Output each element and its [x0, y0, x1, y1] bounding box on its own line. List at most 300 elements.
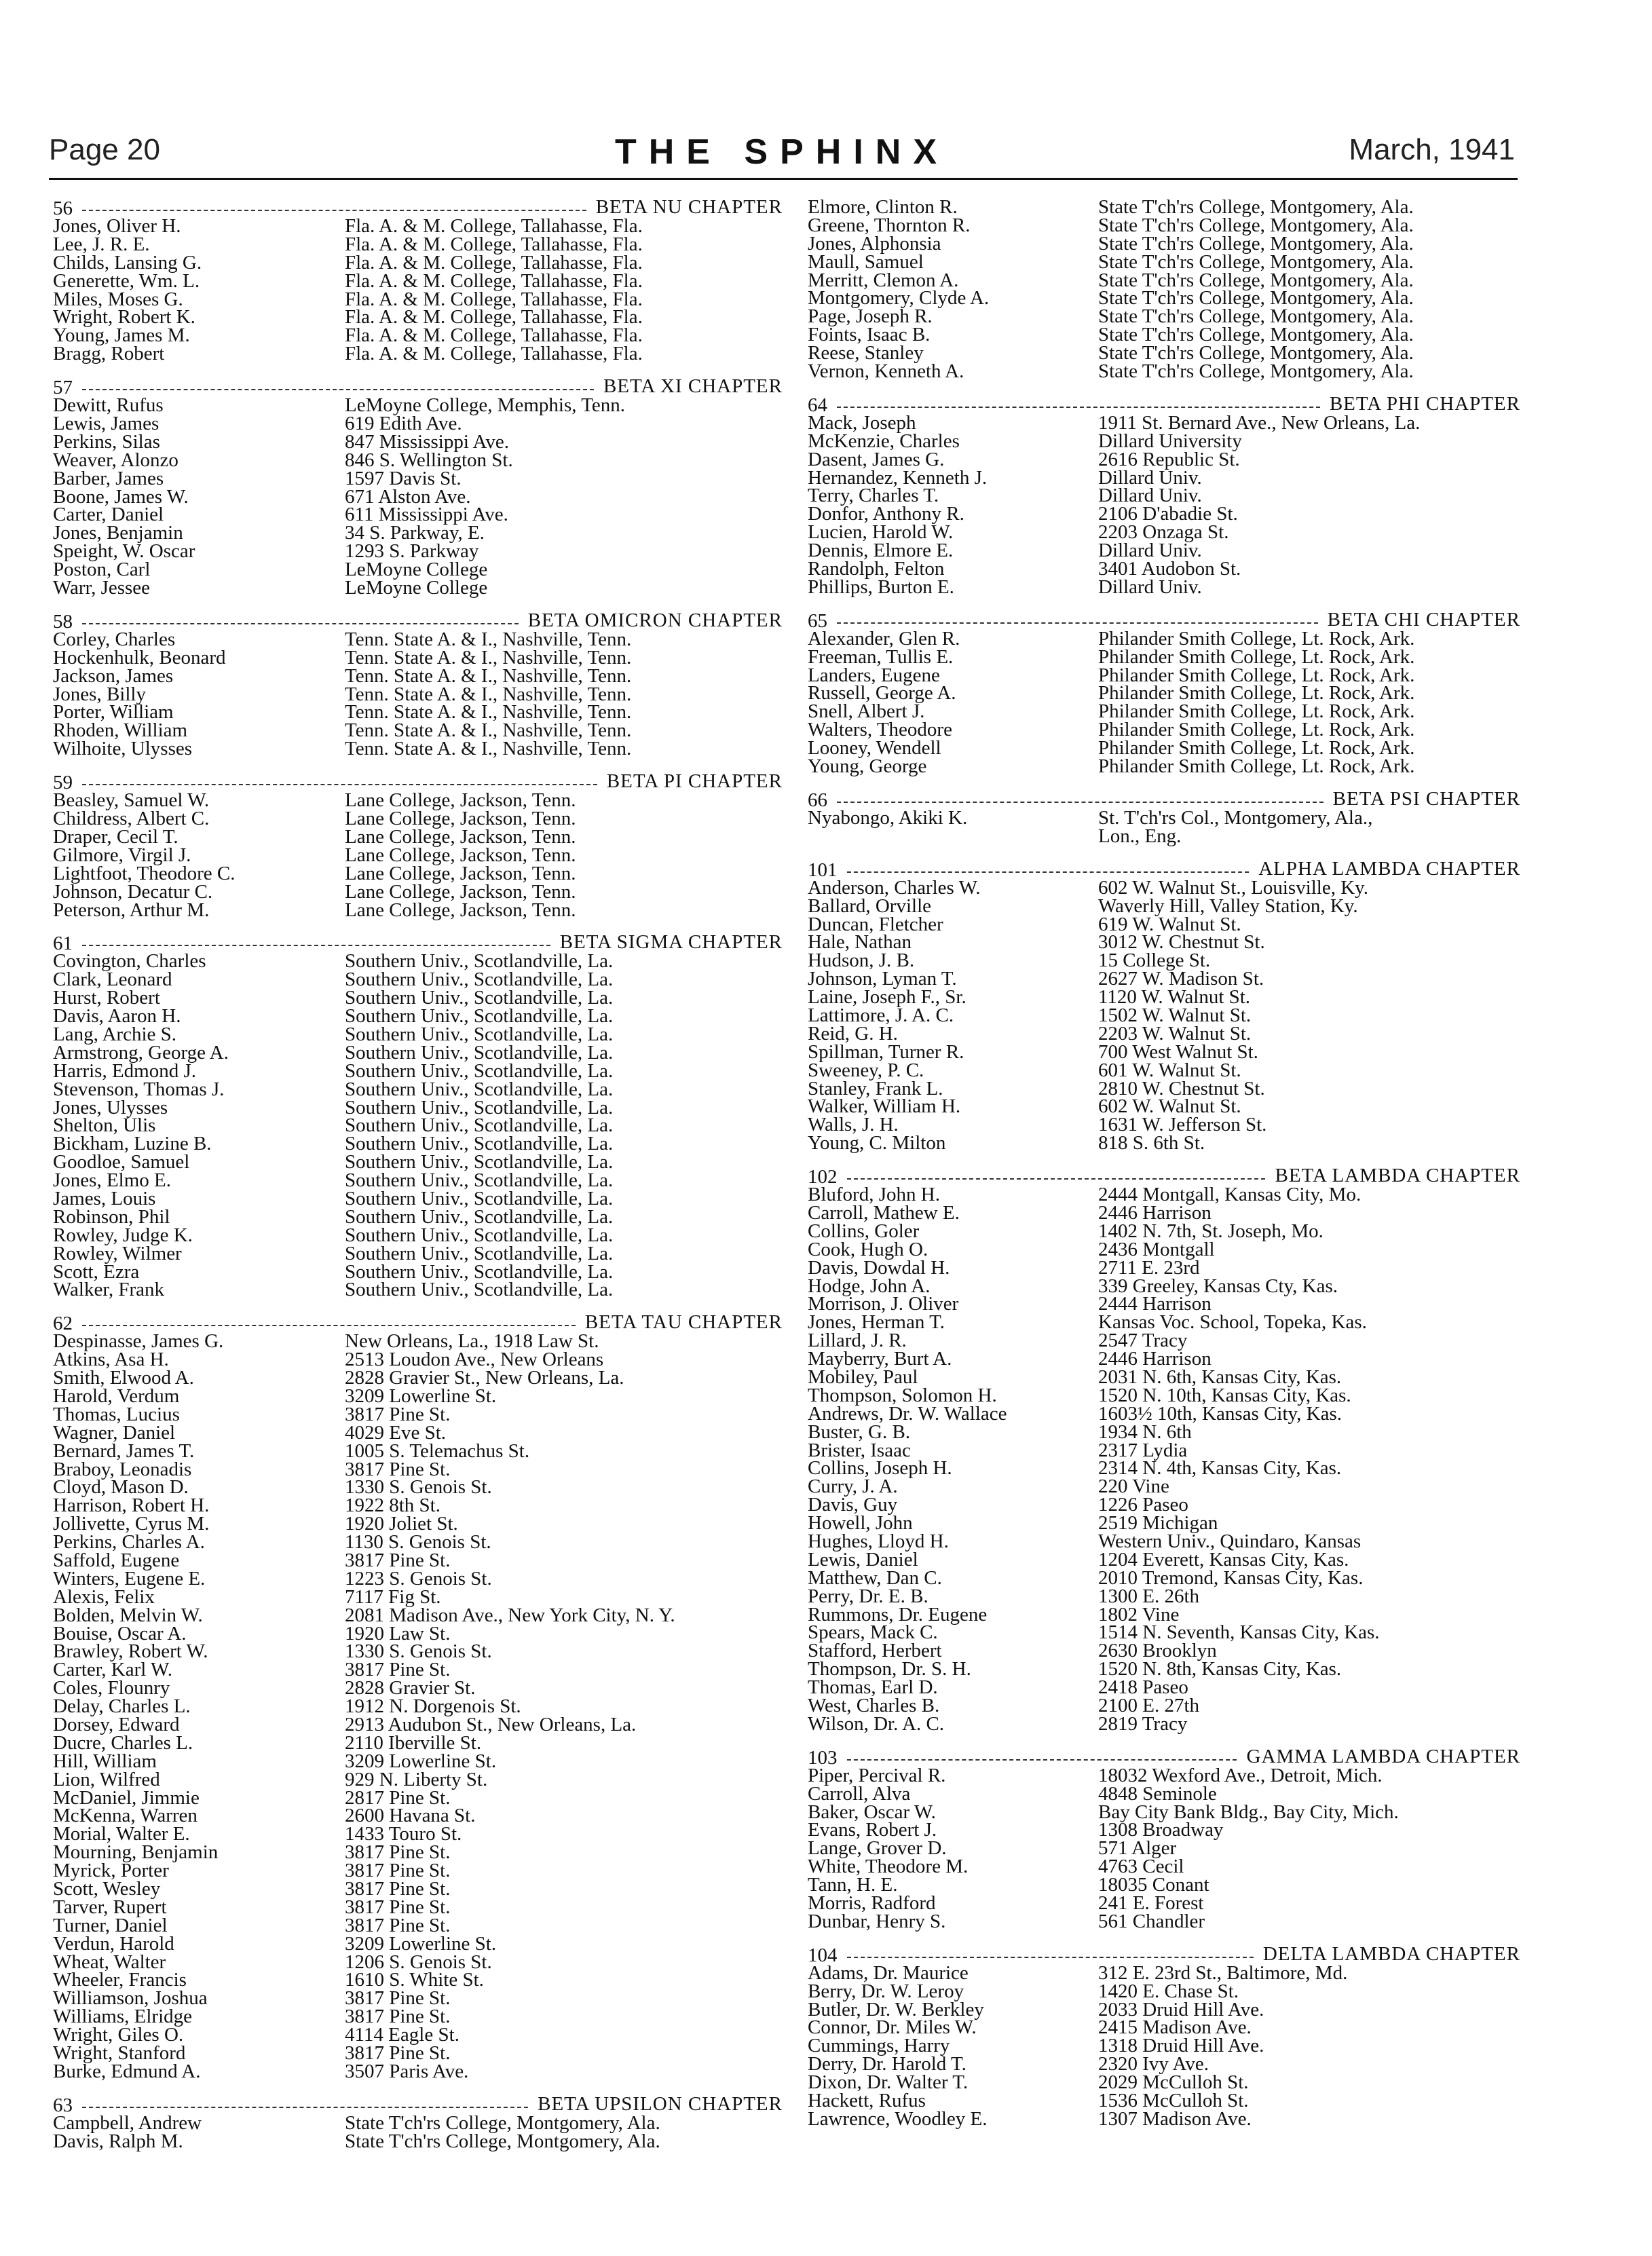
member-row	[808, 198, 1520, 217]
member-name: Morrison, J. Oliver	[808, 1293, 959, 1315]
member-name: Merritt, Clemon A.	[808, 269, 959, 291]
chapter-heading	[808, 608, 1520, 632]
member-address: Southern Univ., Scotlandville, La.	[345, 1041, 614, 1064]
member-address: Southern Univ., Scotlandville, La.	[345, 1279, 614, 1301]
member-address: 1433 Touro St.	[345, 1823, 462, 1845]
member-address: 1597 Davis St.	[345, 467, 462, 489]
member-address: 3817 Pine St.	[345, 1987, 451, 2010]
member-name: Wright, Giles O.	[53, 2024, 184, 2046]
member-name: Tarver, Rupert	[53, 1896, 167, 1918]
member-row	[53, 524, 783, 542]
member-name: Reid, G. H.	[808, 1022, 898, 1045]
member-name: Delay, Charles L.	[53, 1695, 191, 1718]
member-row	[808, 1186, 1520, 1204]
member-name: Mobiley, Paul	[808, 1366, 918, 1388]
member-address: Southern Univ., Scotlandville, La.	[345, 1151, 614, 1173]
member-row	[808, 684, 1520, 702]
member-name: Rummons, Dr. Eugene	[808, 1603, 988, 1625]
member-name: Dewitt, Rufus	[53, 394, 164, 417]
member-address: 2616 Republic St.	[1098, 448, 1240, 470]
member-name: Greene, Thornton R.	[808, 214, 971, 236]
member-name: Young, George	[808, 755, 927, 778]
member-row	[808, 1134, 1520, 1152]
member-address: 1420 E. Chase St.	[1098, 1980, 1239, 2002]
member-address: Lane College, Jackson, Tenn.	[345, 880, 576, 903]
member-name: Jones, Elmo E.	[53, 1169, 171, 1192]
member-row	[53, 451, 783, 470]
member-row	[808, 1764, 1520, 1786]
member-row	[53, 646, 783, 669]
leader-dashes	[847, 1759, 1237, 1761]
member-row	[808, 1587, 1520, 1606]
member-name: Perry, Dr. E. B.	[808, 1585, 928, 1607]
member-row	[808, 2037, 1520, 2055]
member-address: 2033 Druid Hill Ave.	[1098, 1998, 1264, 2020]
member-address: 34 S. Parkway, E.	[345, 522, 485, 544]
member-name: Harrison, Robert H.	[53, 1494, 210, 1517]
member-name: Cummings, Harry	[808, 2035, 950, 2057]
member-name: Goodloe, Samuel	[53, 1151, 190, 1173]
member-name: Brister, Isaac	[808, 1439, 911, 1461]
member-name: Cook, Hugh O.	[808, 1238, 928, 1260]
member-name: Jones, Ulysses	[53, 1096, 168, 1118]
member-name: Hodge, John A.	[808, 1275, 931, 1297]
member-address: 3507 Paris Ave.	[345, 2060, 469, 2082]
member-name: Wright, Robert K.	[53, 306, 195, 328]
member-name: Poston, Carl	[53, 559, 151, 581]
member-row	[808, 1256, 1520, 1279]
member-name: Coles, Flounry	[53, 1677, 170, 1699]
member-address: 619 Edith Ave.	[345, 413, 462, 435]
member-name: Walker, William H.	[808, 1095, 961, 1118]
member-address: 4114 Eagle St.	[345, 2024, 459, 2046]
member-name: Carroll, Mathew E.	[808, 1201, 960, 1224]
member-address: 2320 Ivy Ave.	[1098, 2053, 1209, 2075]
member-address: State T'ch'rs College, Montgomery, Ala.	[1098, 269, 1414, 291]
member-row	[808, 1910, 1520, 1932]
member-name: Gilmore, Virgil J.	[53, 844, 191, 866]
member-name: Stanley, Frank L.	[808, 1077, 943, 1099]
member-address: 4848 Seminole	[1098, 1782, 1217, 1805]
member-address: 1318 Druid Hill Ave.	[1098, 2035, 1264, 2057]
member-name: Williams, Elridge	[53, 2006, 193, 2028]
member-row	[53, 326, 783, 345]
member-address: 1206 S. Genois St.	[345, 1951, 492, 1973]
member-address: State T'ch'rs College, Montgomery, Ala.	[1098, 360, 1414, 383]
member-row	[53, 579, 783, 597]
member-address: 1502 W. Walnut St.	[1098, 1004, 1252, 1026]
page-number: Page 20	[49, 133, 160, 166]
member-row	[808, 1423, 1520, 1442]
member-address: 2203 Onzaga St.	[1098, 521, 1229, 544]
member-name: Scott, Wesley	[53, 1878, 161, 1900]
member-address: Lane College, Jackson, Tenn.	[345, 899, 576, 921]
chapter-section	[808, 198, 1520, 381]
member-address: 4029 Eve St.	[345, 1421, 447, 1444]
member-row	[53, 251, 783, 274]
member-row	[53, 1351, 783, 1369]
member-address: 619 W. Walnut St.	[1098, 913, 1241, 935]
member-name: Davis, Dowdal H.	[808, 1256, 950, 1279]
chapter-name: BETA SIGMA CHAPTER	[559, 931, 783, 954]
member-address: 1330 S. Genois St.	[345, 1640, 492, 1663]
member-row	[808, 505, 1520, 523]
member-address: Bay City Bank Bldg., Bay City, Mich.	[1098, 1801, 1399, 1823]
member-address: 2446 Harrison	[1098, 1201, 1212, 1224]
member-row	[808, 1642, 1520, 1660]
member-row	[53, 1205, 783, 1228]
member-row	[808, 988, 1520, 1007]
member-address: 2600 Havana St.	[345, 1805, 476, 1827]
member-address: Southern Univ., Scotlandville, La.	[345, 1059, 614, 1082]
member-row	[53, 2026, 783, 2044]
member-address: 1005 S. Telemachus St.	[345, 1440, 530, 1462]
member-address: Lon., Eng.	[1098, 825, 1182, 847]
member-row	[53, 1989, 783, 2008]
member-row	[808, 1459, 1520, 1478]
member-address: 2547 Tracy	[1098, 1330, 1188, 1352]
member-address: State T'ch'rs College, Montgomery, Ala.	[1098, 232, 1414, 255]
leader-dashes	[837, 622, 1318, 624]
member-address: 1226 Paseo	[1098, 1494, 1188, 1516]
chapter-section	[808, 787, 1520, 847]
member-row	[808, 952, 1520, 970]
member-address: 1934 N. 6th	[1098, 1421, 1192, 1443]
member-name: Connor, Dr. Miles W.	[808, 2016, 977, 2039]
member-address: 1402 N. 7th, St. Joseph, Mo.	[1098, 1220, 1324, 1242]
member-address: 2817 Pine St.	[345, 1786, 451, 1809]
member-row	[53, 1898, 783, 1917]
member-row	[53, 989, 783, 1007]
member-name: Looney, Wendell	[808, 737, 941, 759]
member-name: Bolden, Melvin W.	[53, 1604, 203, 1626]
member-row	[808, 250, 1520, 273]
member-address: 1293 S. Parkway	[345, 540, 479, 563]
member-name: Clark, Leonard	[53, 969, 172, 991]
member-row	[808, 739, 1520, 757]
member-address: 3817 Pine St.	[345, 1841, 451, 1864]
chapter-number: 104	[808, 1944, 838, 1966]
member-row	[808, 411, 1520, 434]
member-address: Southern Univ., Scotlandville, La.	[345, 969, 614, 991]
member-name: Lewis, Daniel	[808, 1548, 918, 1571]
member-name: Lang, Archie S.	[53, 1023, 177, 1045]
member-name: Campbell, Andrew	[53, 2111, 202, 2134]
member-name: Armstrong, George A.	[53, 1041, 229, 1064]
member-row	[808, 1782, 1520, 1805]
member-name: Ducre, Charles L.	[53, 1731, 193, 1754]
member-address: 929 N. Liberty St.	[345, 1768, 488, 1790]
member-row	[808, 2092, 1520, 2110]
member-name: Young, James M.	[53, 324, 190, 347]
member-name: James, Louis	[53, 1187, 156, 1209]
header-rule	[49, 178, 1518, 180]
member-name: Walters, Theodore	[808, 719, 952, 741]
member-row	[53, 628, 783, 650]
member-address: State T'ch'rs College, Montgomery, Ala.	[1098, 287, 1414, 309]
member-name: Tann, H. E.	[808, 1874, 898, 1896]
chapter-name: GAMMA LAMBDA CHAPTER	[1246, 1745, 1520, 1767]
member-row	[808, 1439, 1520, 1461]
member-address: 2513 Loudon Ave., New Orleans	[345, 1349, 604, 1371]
member-address: 847 Mississippi Ave.	[345, 430, 509, 453]
member-name: Walls, J. H.	[808, 1114, 899, 1136]
member-row	[53, 1171, 783, 1190]
member-name: Howell, John	[808, 1512, 913, 1535]
member-name: Matthew, Dan C.	[808, 1566, 942, 1589]
member-name: Davis, Guy	[808, 1494, 898, 1516]
member-name: Dennis, Elmore E.	[808, 540, 954, 562]
member-name: Duncan, Fletcher	[808, 913, 943, 935]
member-name: Jones, Benjamin	[53, 522, 183, 544]
member-row	[808, 876, 1520, 899]
member-address: Lane College, Jackson, Tenn.	[345, 862, 576, 884]
member-row	[53, 1752, 783, 1771]
member-name: Lattimore, J. A. C.	[808, 1004, 954, 1026]
member-address: Waverly Hill, Valley Station, Ky.	[1098, 895, 1358, 917]
member-address: Western Univ., Quindaro, Kansas	[1098, 1530, 1362, 1552]
member-row	[808, 1368, 1520, 1387]
member-address: 602 W. Walnut St.	[1098, 1095, 1241, 1118]
member-name: Phillips, Burton E.	[808, 576, 954, 598]
member-name: Carter, Daniel	[53, 504, 164, 526]
member-name: Evans, Robert J.	[808, 1819, 937, 1841]
member-address: Fla. A. & M. College, Tallahasse, Fla.	[345, 343, 643, 365]
member-row	[808, 757, 1520, 776]
member-name: Hackett, Rufus	[808, 2090, 926, 2112]
chapter-heading	[53, 2092, 783, 2116]
member-name: Andrews, Dr. W. Wallace	[808, 1402, 1007, 1425]
chapter-heading	[53, 770, 783, 794]
member-name: Williamson, Joshua	[53, 1987, 208, 2010]
member-row	[53, 430, 783, 453]
member-row	[808, 326, 1520, 344]
left-column	[53, 198, 783, 2165]
member-name: Dasent, James G.	[808, 448, 945, 470]
member-address: 2446 Harrison	[1098, 1348, 1212, 1370]
member-address: 2711 E. 23rd	[1098, 1256, 1200, 1279]
member-row	[808, 432, 1520, 451]
leader-dashes	[837, 802, 1324, 803]
member-address: 2819 Tracy	[1098, 1712, 1188, 1735]
member-name: Dunbar, Henry S.	[808, 1910, 946, 1932]
member-name: Curry, J. A.	[808, 1475, 898, 1498]
member-address: 561 Chandler	[1098, 1910, 1205, 1932]
member-row	[808, 1894, 1520, 1913]
page-header	[49, 133, 1515, 181]
member-address: Philander Smith College, Lt. Rock, Ark.	[1098, 645, 1415, 668]
member-row	[53, 1153, 783, 1171]
member-name: Smith, Elwood A.	[53, 1367, 194, 1389]
member-address: 18032 Wexford Ave., Detroit, Mich.	[1098, 1764, 1383, 1786]
member-row	[808, 702, 1520, 721]
member-row	[53, 1622, 783, 1644]
member-address: 1610 S. White St.	[345, 1969, 484, 1991]
chapter-heading	[808, 1942, 1520, 1966]
chapter-name: BETA LAMBDA CHAPTER	[1275, 1165, 1520, 1187]
member-address: State T'ch'rs College, Montgomery, Ala.	[1098, 324, 1414, 346]
member-address: 1536 McCulloh St.	[1098, 2090, 1249, 2112]
member-address: 846 S. Wellington St.	[345, 449, 513, 471]
chapter-section	[808, 608, 1520, 778]
member-address: 2317 Lydia	[1098, 1439, 1188, 1461]
member-address: 2627 W. Madison St.	[1098, 968, 1264, 990]
member-name: Lillard, J. R.	[808, 1330, 907, 1352]
member-address: Philander Smith College, Lt. Rock, Ark.	[1098, 664, 1415, 686]
member-address: Lane College, Jackson, Tenn.	[345, 825, 576, 848]
member-address: 1130 S. Genois St.	[345, 1531, 491, 1554]
member-row	[53, 862, 783, 884]
member-name: Lawrence, Woodley E.	[808, 2107, 988, 2130]
member-address: Tenn. State A. & I., Nashville, Tenn.	[345, 646, 632, 669]
member-name: Lion, Wilfred	[53, 1768, 160, 1790]
chapter-section	[53, 2092, 783, 2152]
member-address: 1308 Broadway	[1098, 1819, 1224, 1841]
chapter-name: BETA PI CHAPTER	[606, 770, 783, 793]
chapter-name: BETA PSI CHAPTER	[1332, 787, 1520, 810]
member-row	[53, 1585, 783, 1608]
member-address: 1920 Joliet St.	[345, 1513, 458, 1535]
member-name: Mack, Joseph	[808, 411, 916, 434]
member-row	[808, 1660, 1520, 1678]
chapter-section	[808, 1167, 1520, 1733]
member-name: Donfor, Anthony R.	[808, 503, 964, 525]
member-address: State T'ch'rs College, Montgomery, Ala.	[1098, 305, 1414, 328]
member-name: Lange, Grover D.	[808, 1837, 947, 1860]
member-name: Collins, Goler	[808, 1220, 920, 1242]
leader-dashes	[847, 871, 1249, 873]
member-address: Philander Smith College, Lt. Rock, Ark.	[1098, 700, 1415, 723]
leader-dashes	[82, 623, 519, 624]
member-row	[808, 560, 1520, 578]
member-address: 4763 Cecil	[1098, 1856, 1184, 1878]
member-row	[808, 1678, 1520, 1697]
member-name: Harold, Verdum	[53, 1385, 180, 1407]
member-address: 3209 Lowerline St.	[345, 1932, 497, 1955]
member-row	[53, 810, 783, 828]
member-row	[53, 1226, 783, 1245]
member-address: 3209 Lowerline St.	[345, 1750, 497, 1772]
chapter-name: BETA UPSILON CHAPTER	[538, 2092, 783, 2115]
member-address: Philander Smith College, Lt. Rock, Ark.	[1098, 682, 1415, 704]
member-name: Hughes, Lloyd H.	[808, 1530, 949, 1552]
member-row	[53, 2008, 783, 2026]
member-address: Southern Univ., Scotlandville, La.	[345, 1260, 614, 1283]
member-address: 2031 N. 6th, Kansas City, Kas.	[1098, 1366, 1342, 1388]
member-address: 1520 N. 10th, Kansas City, Kas.	[1098, 1384, 1351, 1406]
member-name: Turner, Daniel	[53, 1914, 168, 1936]
chapter-heading	[808, 1165, 1520, 1188]
member-name: Cloyd, Mason D.	[53, 1476, 189, 1499]
member-row	[808, 214, 1520, 236]
member-name: Hernandez, Kenneth J.	[808, 466, 988, 489]
member-row	[53, 1403, 783, 1425]
member-row	[808, 1384, 1520, 1406]
member-name: Bouise, Oscar A.	[53, 1622, 187, 1644]
member-name: Anderson, Charles W.	[808, 876, 981, 899]
member-name: Carter, Karl W.	[53, 1659, 173, 1681]
leader-dashes	[847, 1178, 1265, 1180]
member-address: Tenn. State A. & I., Nashville, Tenn.	[345, 719, 632, 742]
member-row	[808, 1022, 1520, 1045]
member-row	[808, 1697, 1520, 1715]
member-name: Rhoden, William	[53, 719, 188, 742]
member-name: Butler, Dr. W. Berkley	[808, 1998, 984, 2020]
member-name: Russell, George A.	[808, 682, 956, 704]
chapter-section	[808, 392, 1520, 598]
member-row	[53, 485, 783, 508]
member-name: Stafford, Herbert	[808, 1640, 942, 1662]
member-name: Thompson, Dr. S. H.	[808, 1658, 971, 1680]
member-row	[53, 1549, 783, 1571]
member-address: 3817 Pine St.	[345, 1458, 451, 1480]
member-row	[808, 1876, 1520, 1894]
chapter-section	[808, 1942, 1520, 2130]
member-row	[53, 1862, 783, 1880]
member-name: Wilson, Dr. A. C.	[808, 1712, 945, 1735]
member-name: Morial, Walter E.	[53, 1823, 190, 1845]
chapter-name: DELTA LAMBDA CHAPTER	[1262, 1942, 1520, 1965]
member-address: LeMoyne College, Memphis, Tenn.	[345, 394, 626, 417]
member-name: Reese, Stanley	[808, 342, 924, 364]
member-row	[808, 1603, 1520, 1625]
chapter-section	[808, 1745, 1520, 1932]
member-row	[53, 1458, 783, 1480]
member-row	[808, 307, 1520, 326]
member-name: Speight, W. Oscar	[53, 540, 195, 563]
chapter-heading	[808, 1745, 1520, 1769]
member-name: Ballard, Orville	[808, 895, 932, 917]
member-address: Fla. A. & M. College, Tallahasse, Fla.	[345, 306, 643, 328]
member-name: Lewis, James	[53, 413, 159, 435]
member-name: West, Charles B.	[808, 1695, 940, 1717]
member-address: Lane College, Jackson, Tenn.	[345, 808, 576, 830]
member-name: Porter, William	[53, 701, 174, 723]
member-row	[53, 1515, 783, 1533]
member-row	[53, 1786, 783, 1809]
member-name: Johnson, Lyman T.	[808, 968, 957, 990]
member-name: Laine, Joseph F., Sr.	[808, 986, 966, 1009]
member-row	[53, 542, 783, 561]
member-row	[53, 1007, 783, 1026]
member-row	[808, 1998, 1520, 2020]
member-name: Berry, Dr. W. Leroy	[808, 1980, 964, 2002]
member-address: Southern Univ., Scotlandville, La.	[345, 1133, 614, 1155]
member-row	[808, 578, 1520, 597]
member-name: Hudson, J. B.	[808, 950, 915, 972]
member-row	[808, 970, 1520, 988]
member-address: Fla. A. & M. College, Tallahasse, Fla.	[345, 251, 643, 274]
member-row	[808, 1858, 1520, 1876]
member-name: Wright, Stanford	[53, 2042, 186, 2065]
leader-dashes	[82, 389, 594, 390]
member-address: Fla. A. & M. College, Tallahasse, Fla.	[345, 269, 643, 292]
member-row	[53, 1242, 783, 1264]
member-name: Derry, Dr. Harold T.	[808, 2053, 966, 2075]
member-row	[808, 1548, 1520, 1571]
member-address: 1911 St. Bernard Ave., New Orleans, La.	[1098, 411, 1421, 434]
member-name: Baker, Oscar W.	[808, 1801, 936, 1823]
member-name: Alexander, Glen R.	[808, 627, 960, 650]
member-name: Braboy, Leonadis	[53, 1458, 192, 1480]
leader-dashes	[82, 210, 586, 211]
member-name: Foints, Isaac B.	[808, 324, 931, 346]
member-address: 2418 Paseo	[1098, 1676, 1188, 1699]
member-row	[53, 1478, 783, 1497]
member-address: 1300 E. 26th	[1098, 1585, 1200, 1607]
member-name: Jones, Alphonsia	[808, 232, 941, 255]
member-name: Saffold, Eugene	[53, 1549, 180, 1571]
